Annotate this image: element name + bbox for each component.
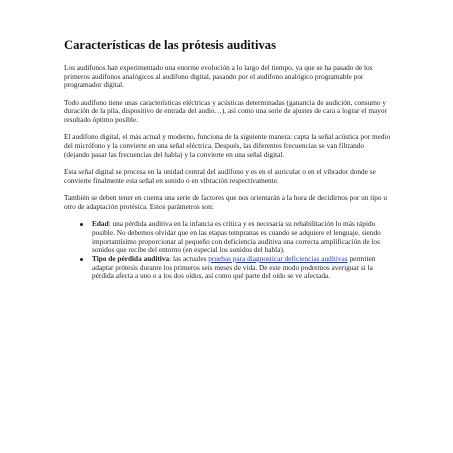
paragraph-factors: También se deben tener en cuenta una serie de factores que nos orientarán a la hora de decidirnos por un tipo u otro de adaptación protésica. Estos parámetros son: xyxy=(64,193,388,211)
paragraph-evolution: Los audífonos han experimentado una enorme evolución a lo largo del tiempo, ya que se ha pasado de los primeros audífonos analógicos al audífono digital, pasando por el audífono analógico programable por programador digital. xyxy=(64,63,373,90)
list-item-text-before-link: : las actuales xyxy=(169,253,209,263)
diagnostic-tests-link[interactable]: pruebas para diagnosticar deficiencias auditivas xyxy=(208,253,348,263)
paragraph-signal-processing: Esta señal digital se procesa en la unidad central del audífono y es en el auricular o en el vibrador donde se convierte finalmente esta señal en sonido o en vibración respectivamente. xyxy=(64,167,376,185)
paragraph-digital-hearing-aid: El audífono digital, el más actual y moderno, funciona de la siguiente manera: capta la señal acústica por medio del micrófono y la convierte en una señal eléctrica. Después, las diferentes frecuencias se van filtrando (dejando pasar las frecuencias del habla) y la convierte en una señal digital. xyxy=(64,132,391,159)
list-item-term: Edad xyxy=(92,219,109,229)
list-item-text-after-link: permiten adaptar prótesis durante los primeros seis meses de vida. De este modo podremos averiguar si la pérdida afecta a uno o a los dos oídos, así como qué parte del oído se ve afectada. xyxy=(92,253,376,281)
paragraph-characteristics: Todo audífono tiene unas características eléctricas y acústicas determinadas (ganancia de audición, consumo y duración de la pila, dispositivo de entrada del audio…), así como una serie de ajustes de cara a lograr el mayor resultado óptimo posible. xyxy=(64,97,387,125)
list-item-term: Tipo de pérdida auditiva xyxy=(92,253,170,263)
list-item-text: : una pérdida auditiva en la infancia es crítica y es necesaria su rehabilitación lo más rápido posible. No debemos olvidar que en las etapas tempranas es cuando se adquiere el lenguaje, siendo importantísimo proporcionar al pequeño con deficiencia auditiva una correcta amplificación de los sonidos que recibe del entorno (en especial los sonidos del habla). xyxy=(92,219,381,255)
list-item-age xyxy=(80,220,391,255)
bullet-icon xyxy=(80,258,83,261)
page-title: Características de las prótesis auditivas xyxy=(64,38,276,52)
bullet-icon xyxy=(80,223,83,226)
list-item-hearing-loss-type xyxy=(80,255,391,281)
factors-list xyxy=(64,220,391,281)
